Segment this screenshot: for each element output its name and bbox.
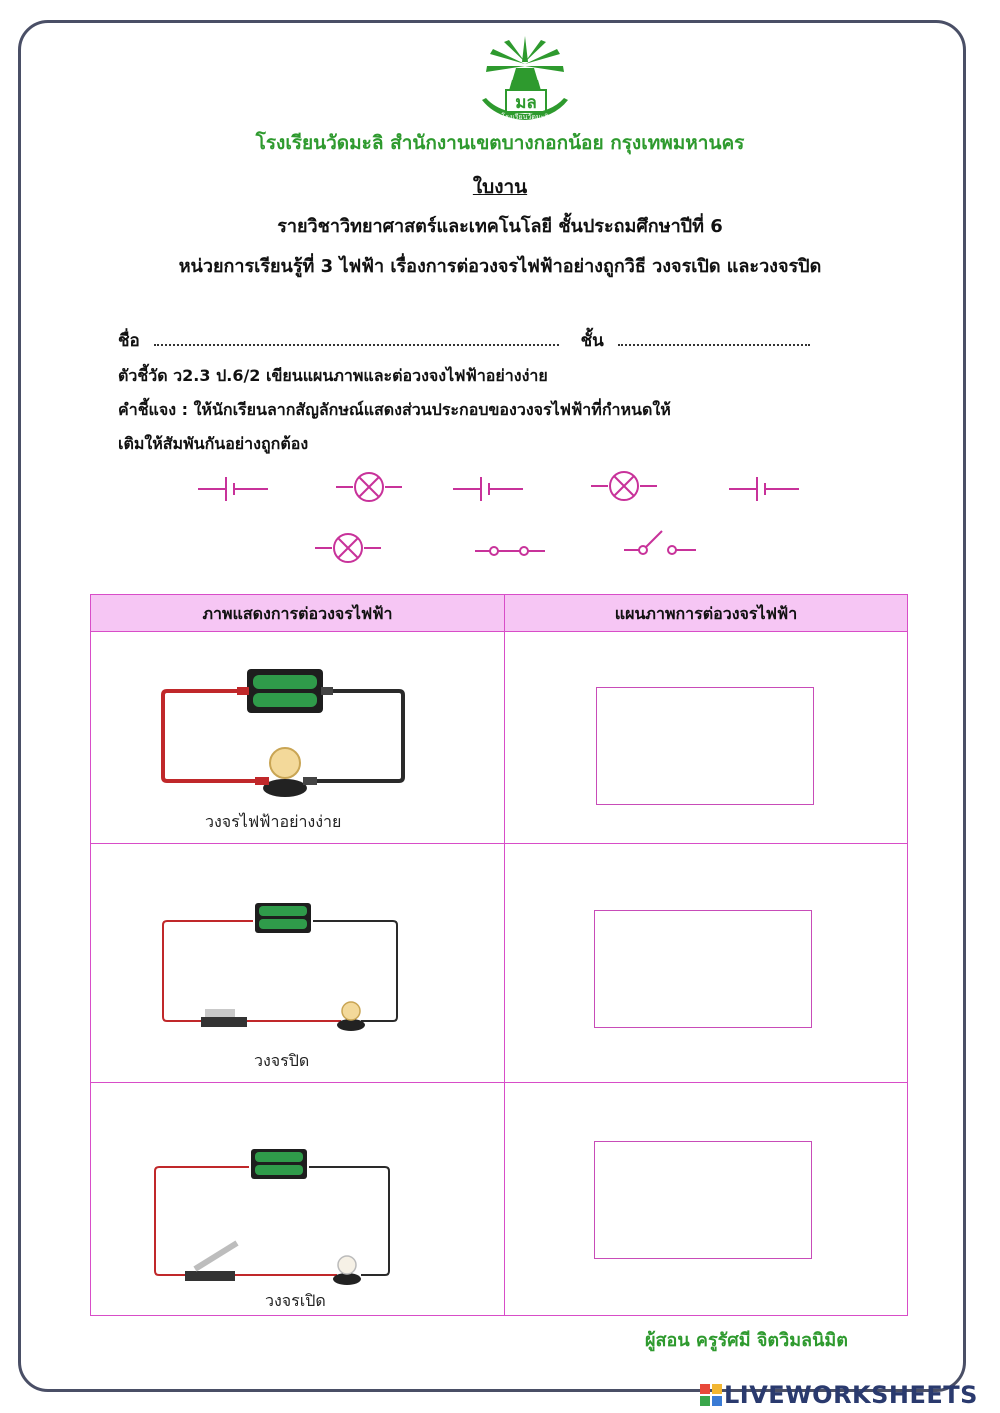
logo-ribbon: โรงเรียนวัดมะลิ <box>501 113 549 121</box>
subject-line: รายวิชาวิทยาศาสตร์และเทคโนโลยี ชั้นประถมศึกษาปีที่ 6 <box>277 216 723 237</box>
answer-box-3[interactable] <box>594 1141 812 1259</box>
open-switch-symbol[interactable] <box>624 528 698 560</box>
simple-circuit-photo <box>155 661 415 801</box>
closed-switch-symbol[interactable] <box>475 541 547 561</box>
class-field[interactable] <box>618 330 810 346</box>
battery-symbol[interactable] <box>729 472 801 506</box>
directions-line-1: คำชี้แจง : ให้นักเรียนลากสัญลักษณ์แสดงส่วนประกอบของวงจรไฟฟ้าที่กำหนดให้ <box>118 400 671 419</box>
teacher-credit: ผู้สอน ครูรัศมี จิตวิมลนิมิต <box>645 1330 848 1351</box>
answer-box-2[interactable] <box>594 910 812 1028</box>
bulb-symbol[interactable] <box>336 470 402 504</box>
name-label: ชื่อ <box>118 331 140 351</box>
liveworksheets-logo-icon <box>700 1384 722 1406</box>
row2-caption: วงจรปิด <box>254 1051 310 1070</box>
row-divider <box>91 1082 907 1083</box>
row1-caption: วงจรไฟฟ้าอย่างง่าย <box>205 812 342 831</box>
bulb-holder <box>263 779 307 797</box>
directions-line-2: เติมให้สัมพันกันอย่างถูกต้อง <box>118 434 309 453</box>
name-row <box>118 327 810 354</box>
column-divider <box>504 595 505 1315</box>
doc-title: ใบงาน <box>472 176 528 198</box>
row-divider <box>91 843 907 844</box>
col2-header: แผนภาพการต่อวงจรไฟฟ้า <box>614 604 798 623</box>
bulb-symbol[interactable] <box>315 531 381 565</box>
bulb <box>270 748 300 778</box>
switch <box>201 1017 247 1027</box>
logo-text: มล <box>515 93 537 113</box>
row3-caption: วงจรเปิด <box>265 1291 326 1310</box>
battery-symbol[interactable] <box>453 472 525 506</box>
bulb-symbol[interactable] <box>591 469 657 503</box>
battery-symbol[interactable] <box>198 472 270 506</box>
unit-line: หน่วยการเรียนรู้ที่ 3 ไฟฟ้า เรื่องการต่อวงจรไฟฟ้าอย่างถูกวิธี วงจรเปิด และวงจรปิด <box>178 256 822 277</box>
name-field[interactable] <box>154 330 559 346</box>
school-line: โรงเรียนวัดมะลิ สำนักงานเขตบางกอกน้อย กรุงเทพมหานคร <box>255 132 745 154</box>
class-label: ชั้น <box>580 331 604 351</box>
circuit-table <box>90 594 908 1316</box>
col1-header: ภาพแสดงการต่อวงจรไฟฟ้า <box>202 604 393 623</box>
brand-text: LIVEWORKSHEETS <box>724 1381 978 1409</box>
table-header <box>91 595 907 632</box>
answer-box-1[interactable] <box>596 687 814 805</box>
indicator-text: ตัวชี้วัด ว2.3 ป.6/2 เขียนแผนภาพและต่อวงจงไฟฟ้าอย่างง่าย <box>118 366 548 385</box>
liveworksheets-brand[interactable] <box>700 1381 978 1409</box>
open-circuit-photo <box>151 1135 401 1285</box>
closed-circuit-photo <box>161 895 401 1035</box>
school-logo <box>476 32 574 124</box>
